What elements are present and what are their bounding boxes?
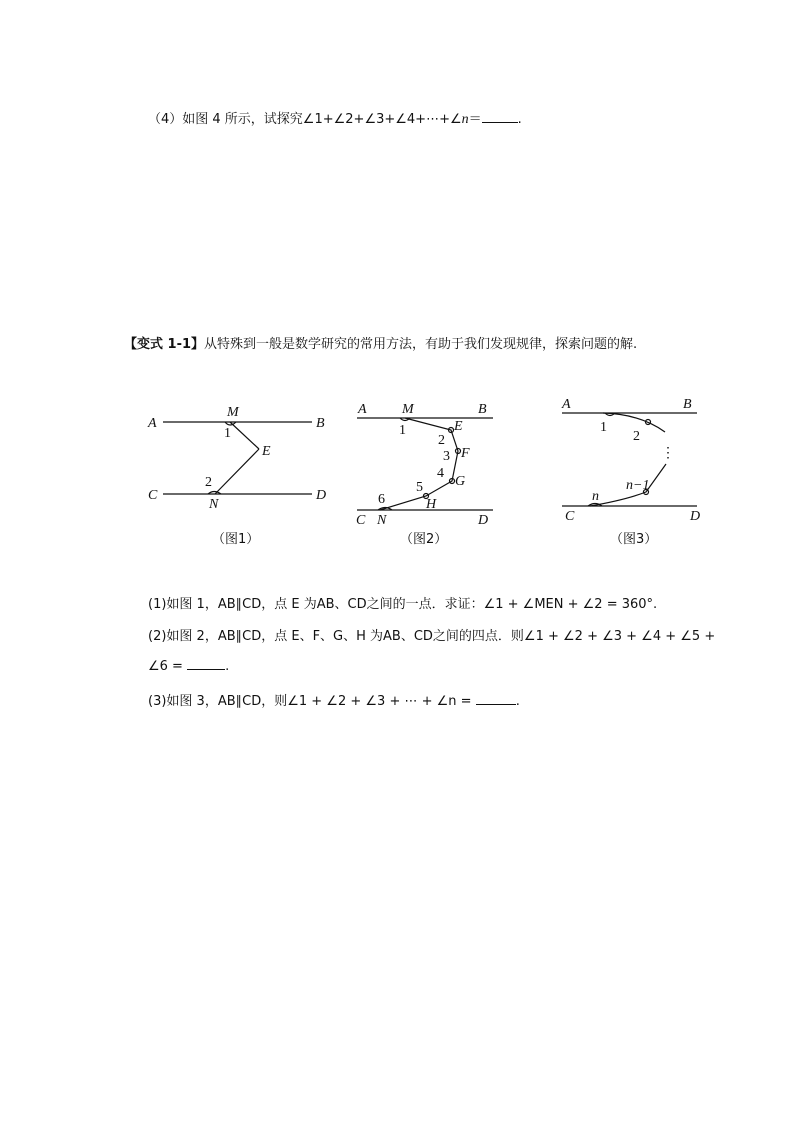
question-3-end: .	[515, 694, 520, 709]
fig3-angle-n: n	[592, 489, 599, 504]
fig2-angle-5: 5	[416, 480, 423, 495]
question-2	[148, 625, 715, 644]
answer-blank-3[interactable]	[476, 692, 516, 705]
fig2-label-m: M	[402, 402, 414, 417]
fig2-angle-3: 3	[443, 449, 450, 464]
question-3	[148, 690, 520, 709]
fig2-label-c: C	[356, 513, 366, 528]
fig1-label-n: N	[209, 497, 219, 512]
question-1	[148, 593, 657, 612]
variant-text: 从特殊到一般是数学研究的常用方法，有助于我们发现规律，探索问题的解.	[204, 337, 638, 352]
fig1-caption: （图1）	[212, 532, 260, 547]
question-2-text: 如图 2，AB∥CD，点 E、F、G、H 为AB、CD之间的四点．则∠1 + ∠2 + ∠3 + ∠4 + ∠5 +	[166, 629, 716, 644]
question-2-cont-text: ∠6 =	[148, 659, 183, 674]
fig2-label-h: H	[426, 497, 437, 512]
fig2-angle-6: 6	[378, 492, 385, 507]
fig3-label-b: B	[683, 397, 692, 412]
question-4-n: n	[461, 112, 469, 127]
fig2-angle-1: 1	[399, 423, 406, 438]
question-2-continued	[148, 657, 229, 674]
question-3-text: 如图 3，AB∥CD，则∠1 + ∠2 + ∠3 + ⋯ + ∠n =	[166, 694, 472, 709]
fig2-label-n: N	[377, 513, 387, 528]
fig2-label-g: G	[455, 474, 466, 489]
fig2-label-e: E	[454, 419, 463, 434]
question-2-end: .	[225, 659, 230, 674]
fig2-angle-4: 4	[437, 466, 444, 481]
fig3-label-d: D	[690, 509, 701, 524]
fig3-angle-2: 2	[633, 429, 640, 444]
question-4-text: （4）如图 4 所示，试探究∠1+∠2+∠3+∠4+⋯+∠	[148, 112, 462, 127]
question-4-end: .	[517, 112, 522, 127]
fig3-vertical-dots: ⋮	[661, 446, 675, 461]
variant-tag: 【变式 1-1】	[124, 337, 205, 352]
question-3-num: (3)	[148, 694, 167, 709]
fig2-angle-2: 2	[438, 433, 445, 448]
fig1-label-b: B	[316, 416, 325, 431]
question-1-text: 如图 1，AB∥CD，点 E 为AB、CD之间的一点．求证：∠1 + ∠MEN + ∠2 = 360°.	[166, 597, 658, 612]
fig3-label-a: A	[562, 397, 571, 412]
fig1-label-d: D	[316, 488, 327, 503]
question-2-num: (2)	[148, 629, 167, 644]
fig2-caption: （图2）	[400, 532, 448, 547]
fig2-label-b: B	[478, 402, 487, 417]
fig2-label-d: D	[478, 513, 489, 528]
question-1-num: (1)	[148, 597, 167, 612]
question-4-eq: ＝	[468, 112, 482, 127]
fig1-label-c: C	[148, 488, 158, 503]
answer-blank-2[interactable]	[187, 657, 225, 670]
fig1-label-m: M	[227, 405, 239, 420]
fig3-caption: （图3）	[610, 532, 658, 547]
fig1-angle-1: 1	[224, 426, 231, 441]
fig1-label-e: E	[262, 444, 271, 459]
fig1-label-a: A	[148, 416, 157, 431]
fig1-angle-2: 2	[205, 475, 212, 490]
fig3-angle-n-minus-1: n−1	[626, 478, 650, 493]
fig3-angle-1: 1	[600, 420, 607, 435]
fig2-label-f: F	[461, 446, 470, 461]
fig3-label-c: C	[565, 509, 575, 524]
fig2-label-a: A	[358, 402, 367, 417]
